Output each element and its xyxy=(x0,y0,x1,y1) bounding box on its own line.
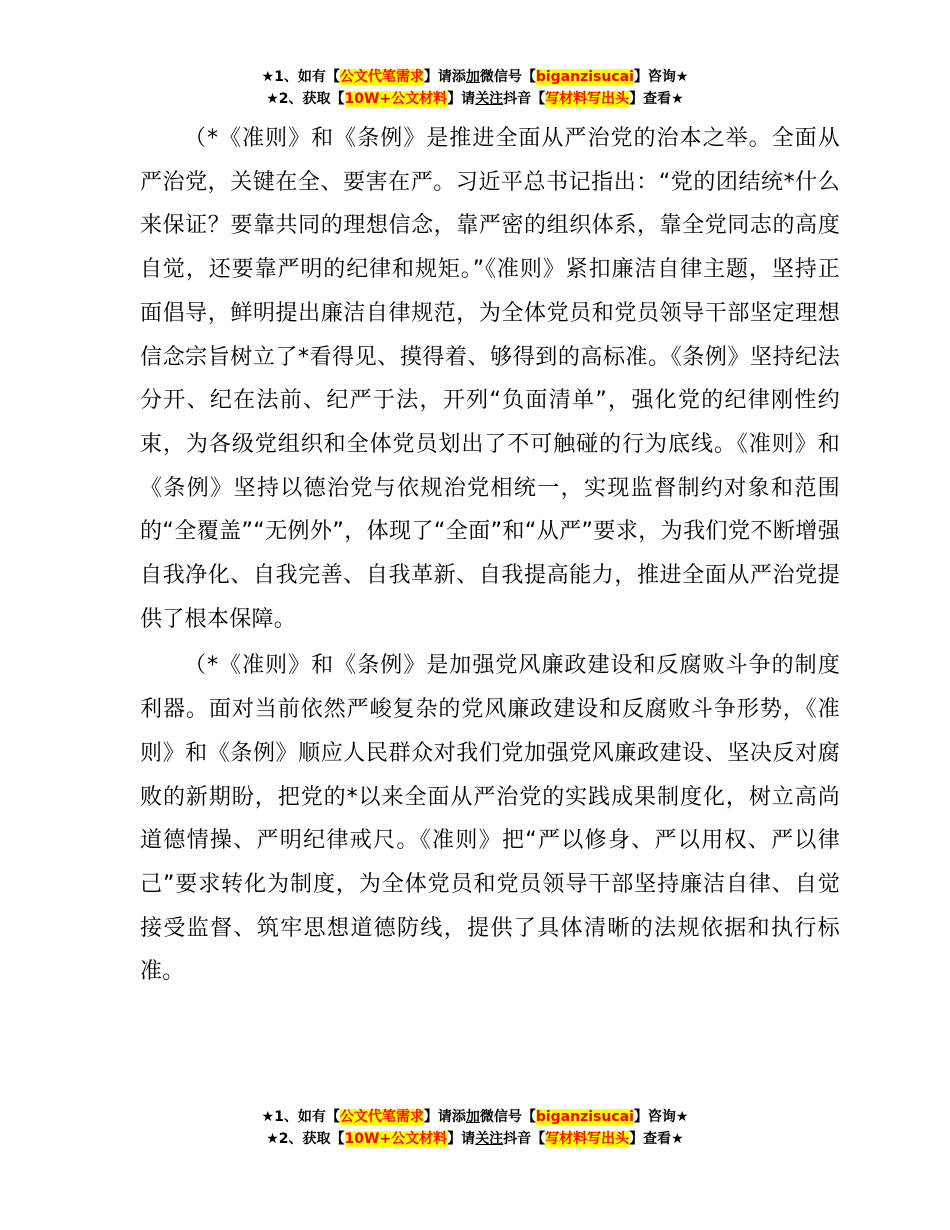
banner-line-1: ★1、如有【公文代笔需求】请添加微信号【biganzisucai】咨询★ xyxy=(261,1109,689,1125)
bottom-ad-banner xyxy=(0,1106,950,1150)
highlight-wechat-id: biganzisucai xyxy=(535,69,634,85)
highlight-materials: 10W+公文材料 xyxy=(344,1131,448,1147)
banner-line-2: ★2、获取【10W+公文材料】请关注抖音【写材料写出头】查看★ xyxy=(266,1131,684,1147)
paragraph-2: （*《准则》和《条例》是加强党风廉政建设和反腐败斗争的制度利器。面对当前依然严峻复杂的党风廉政建设和反腐败斗争形势，《准则》和《条例》顺应人民群众对我们党加强党风廉政建设、坚决反对腐败的新期盼，把党的*以来全面从严治党的实践成果制度化，树立高尚道德情操、严明纪律戒尺。《准则》把“严以修身、严以用权、严以律己”要求转化为制度，为全体党员和党员领导干部坚持廉洁自律、自觉接受监督、筑牢思想道德防线，提供了具体清晰的法规依据和执行标准。 xyxy=(140,653,840,985)
highlight-douyin-id: 写材料写出头 xyxy=(545,1131,630,1147)
banner-line-2: ★2、获取【10W+公文材料】请关注抖音【写材料写出头】查看★ xyxy=(266,91,684,107)
paragraph-1: （*《准则》和《条例》是推进全面从严治党的治本之举。全面从严治党，关键在全、要害在严。习近平总书记指出：“党的团结统*什么来保证？要靠共同的理想信念，靠严密的组织体系，靠全党同志的高度自觉，还要靠严明的纪律和规矩。”《准则》紧扣廉洁自律主题，坚持正面倡导，鲜明提出廉洁自律规范，为全体党员和党员领导干部坚定理想信念宗旨树立了*看得见、摸得着、够得到的高标准。《条例》坚持纪法分开、纪在法前、纪严于法，开列“负面清单”，强化党的纪律刚性约束，为各级党组织和全体党员划出了不可触碰的行为底线。《准则》和《条例》坚持以德治党与依规治党相统一，实现监督制约对象和范围的“全覆盖”“无例外”，体现了“全面”和“从严”要求，为我们党不断增强自我净化、自我完善、自我革新、自我提高能力，推进全面从严治党提供了根本保障。 xyxy=(140,126,840,632)
highlight-wechat-id: biganzisucai xyxy=(535,1109,634,1125)
highlight-douyin-id: 写材料写出头 xyxy=(545,91,630,107)
document-body xyxy=(140,117,840,994)
highlight-materials: 10W+公文材料 xyxy=(344,91,448,107)
highlight-ghostwriting: 公文代笔需求 xyxy=(339,1109,424,1125)
banner-line-1: ★1、如有【公文代笔需求】请添加微信号【biganzisucai】咨询★ xyxy=(261,69,689,85)
highlight-ghostwriting: 公文代笔需求 xyxy=(339,69,424,85)
top-ad-banner xyxy=(0,66,950,110)
